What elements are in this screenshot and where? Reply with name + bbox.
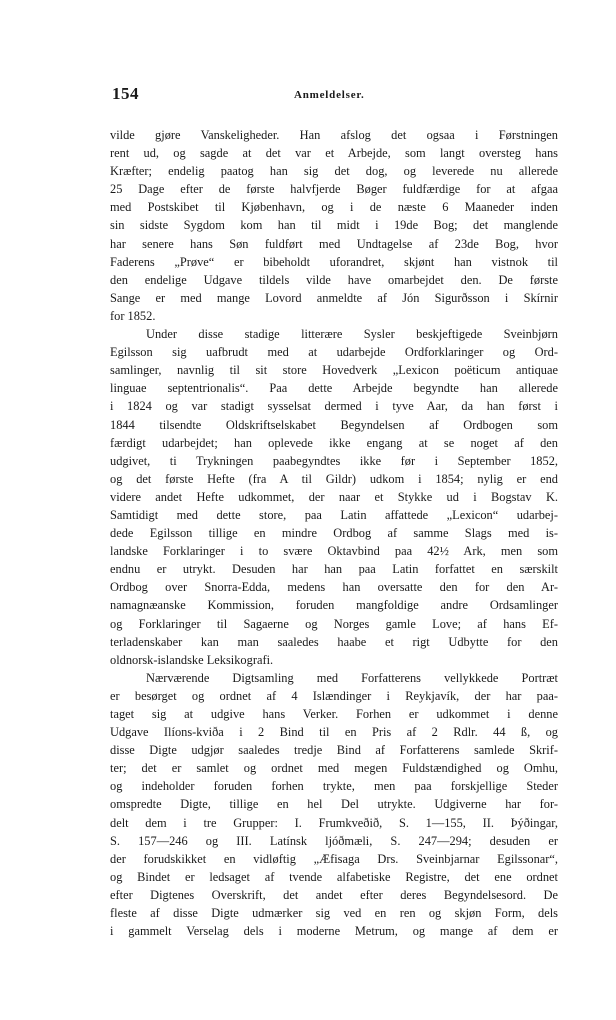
text-line: udgivet, ti Trykningen paabegyndtes ikke før i September 1852, (110, 453, 558, 468)
text-line: vilde gjøre Vanskeligheder. Han afslog det ogsaa i Førstningen (110, 128, 558, 142)
text-line: er besørget og ordnet af 4 Islændinger i Reykjavík, der har paa- (110, 688, 558, 703)
text-line: terladenskaber kan man saaledes haabe et rigt Udbytte for den (110, 634, 558, 649)
text-line: og Bindet er ledsaget af tvende alfabetiske Registre, det ene ordnet (110, 869, 558, 884)
text-line: med Postskibet til Kjøbenhavn, og i de næste 6 Maaneder inden (110, 200, 558, 215)
text-line: endnu er utrykt. Desuden har han paa Latin forfattet en særskilt (110, 562, 558, 577)
text-line: sin sidste Sygdom kom han til midt i 19de Bog; det manglende (110, 218, 558, 233)
text-line: Kræfter; endelig paatog han sig det dog, og leverede nu allerede (110, 164, 558, 179)
text-line: i gammelt Verselag dels i moderne Metrum, og mange af dem er (110, 924, 558, 939)
text-line: i 1824 og var stadigt sysselsat dermed i tyve Aar, da han først i (110, 399, 558, 414)
text-line: fleste af disse Digte udmærker sig ved en ren og skjøn Form, dels (110, 906, 558, 921)
text-line: Samtidigt med dette store, paa Latin affattede „Lexicon“ udarbej- (110, 507, 558, 522)
text-line: og indeholder foruden forhen trykte, men paa forskjellige Steder (110, 779, 558, 794)
text-line: 25 Dage efter de første halvfjerde Bøger fuldfærdige for at afgaa (110, 182, 558, 197)
text-line: der forudskikket en vidløftig „Æfisaga Drs. Sveinbjarnar Egilssonar“, (110, 851, 558, 866)
text-line: oldnorsk-islandske Leksikografi. (110, 652, 274, 667)
text-line: har senere hans Søn fuldført med Undtagelse af 23de Bog, hvor (110, 236, 558, 251)
text-line: Egilsson sig uafbrudt med at udarbejde Ordforklaringer og Ord- (110, 345, 558, 360)
body-text (110, 126, 558, 940)
text-line: 1844 tilsendte Oldskriftselskabet Begyndelsen af Ordbogen som (110, 417, 558, 432)
text-line: Nærværende Digtsamling med Forfatterens vellykkede Portræt (146, 670, 558, 685)
text-line: taget sig at udgive hans Verker. Forhen er udkommet i denne (110, 707, 558, 721)
text-line: Sange er med mange Lovord anmeldte af Jón Sigurðsson i Skírnir (110, 290, 558, 305)
text-line: linguae septentrionalis“. Paa dette Arbejde begyndte han allerede (110, 381, 558, 396)
text-line: videre andet Hefte udkommet, der naar et Stykke ud i Bogstav K. (110, 489, 558, 504)
text-line: disse Digte udgjør saaledes tredje Bind af Forfatterens samlede Skrif- (110, 743, 558, 758)
text-line: dede Egilsson tillige en mindre Ordbog af samme Slags med is- (110, 526, 558, 541)
text-line: namagnæanske Kommission, foruden mangfoldige andre Ordsamlinger (110, 598, 558, 613)
text-line: delt dem i tre Grupper: I. Frumkveðið, S. 1—155, II. Þýðingar, (110, 815, 558, 830)
text-line: Udgave Ilíons-kviða i 2 Bind til en Pris af 2 Rdlr. 44 ß, og (110, 725, 558, 740)
text-line: Ordbog over Snorra-Edda, medens han oversatte den for den Ar- (110, 580, 558, 595)
text-line: ter; det er samlet og ordnet med megen Fuldstændighed og Omhu, (110, 761, 558, 776)
text-line: Faderens „Prøve“ er bibeholdt uforandret, skjønt han vistnok til (110, 254, 558, 269)
text-line: Under disse stadige litterære Sysler beskjeftigede Sveinbjørn (146, 327, 558, 342)
text-line: den endelige Udgave tildels vilde have omarbejdet den. De første (110, 272, 558, 287)
running-title: Anmeldelser. (294, 89, 365, 101)
text-line: og Forklaringer til Sagaerne og Norges gamle Love; af hans Ef- (110, 616, 558, 631)
text-line: S. 157—246 og III. Latínsk ljóðmæli, S. 247—294; desuden er (110, 833, 558, 848)
page-number: 154 (112, 84, 139, 103)
text-line: landske Forklaringer i to svære Oktavbind paa 42½ Ark, men som (110, 544, 558, 559)
text-line: omspredte Digte, tillige en hel Del utrykte. Udgiverne har for- (110, 797, 558, 812)
text-line: færdigt udarbejdet; han oplevede ikke engang at se noget af den (110, 435, 558, 450)
text-line: samlinger, navnlig til sit store Hovedverk „Lexicon poëticum antiquae (110, 363, 558, 378)
text-line: efter Digtenes Overskrift, det andet efter deres Begyndelsesord. De (110, 887, 558, 902)
text-line: og det første Hefte (fra A til Gildr) udkom i 1854; nylig er end (110, 471, 558, 486)
text-line: rent ud, og sagde at det var et Arbejde, som langt oversteg hans (110, 146, 558, 161)
text-line: for 1852. (110, 308, 156, 323)
